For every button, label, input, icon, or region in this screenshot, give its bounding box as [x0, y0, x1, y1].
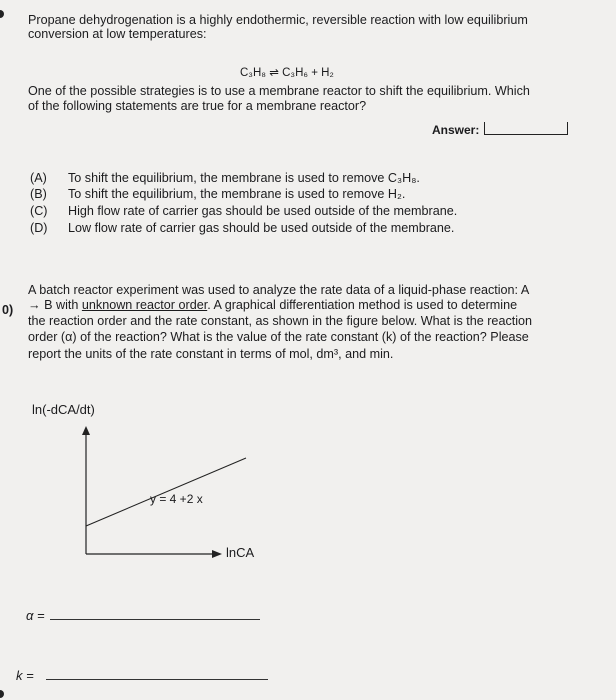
question-number: 0)	[2, 303, 14, 317]
y-axis-arrowhead	[82, 426, 90, 435]
alpha-answer-line[interactable]	[50, 619, 260, 620]
k-label: k =	[16, 668, 34, 683]
q1-intro-line1: Propane dehydrogenation is a highly endothermic, reversible reaction with low equilibrium	[28, 13, 528, 27]
option-d-text: Low flow rate of carrier gas should be used outside of the membrane.	[68, 221, 455, 235]
reaction-equation: C₃H₈ ⇌ C₃H₆ + H₂	[240, 67, 334, 79]
q2-underlined-phrase: unknown reactor order	[81, 298, 208, 312]
k-answer-line[interactable]	[46, 679, 268, 680]
q1-intro-line2: conversion at low temperatures:	[28, 27, 207, 41]
q2-line4: order (α) of the reaction? What is the value of the rate constant (k) of the reaction? Please	[28, 330, 529, 344]
option-d-letter: (D)	[30, 221, 48, 235]
option-b-letter: (B)	[30, 187, 47, 201]
answer-label: Answer:	[432, 123, 480, 137]
q1-question-line1: One of the possible strategies is to use a membrane reactor to shift the equilibrium. Which	[28, 84, 530, 98]
q2-line2-suffix: . A graphical differentiation method is used to determine	[207, 298, 518, 312]
option-b-text: To shift the equilibrium, the membrane is used to remove H₂.	[68, 187, 406, 201]
option-a-text: To shift the equilibrium, the membrane is used to remove C₃H₈.	[68, 171, 420, 185]
option-a-letter: (A)	[30, 171, 47, 185]
q2-line1: A batch reactor experiment was used to analyze the rate data of a liquid-phase reaction: A	[28, 283, 530, 297]
x-axis-arrowhead	[212, 550, 222, 558]
option-c-letter: (C)	[30, 204, 48, 218]
fit-equation: y = 4 +2 x	[150, 492, 203, 506]
graph-x-axis-label: lnCA	[226, 545, 255, 560]
q2-line2-prefix: → B with	[28, 298, 82, 312]
graph-y-axis-label: ln(-dCA/dt)	[32, 402, 95, 417]
alpha-label: α =	[26, 608, 45, 623]
q1-question-line2: of the following statements are true for a membrane reactor?	[28, 99, 367, 113]
q2-line5: report the units of the rate constant in terms of mol, dm³, and min.	[28, 347, 394, 361]
q2-line3: the reaction order and the rate constant, as shown in the figure below. What is the reaction	[28, 314, 533, 328]
option-c-text: High flow rate of carrier gas should be used outside of the membrane.	[68, 204, 458, 218]
